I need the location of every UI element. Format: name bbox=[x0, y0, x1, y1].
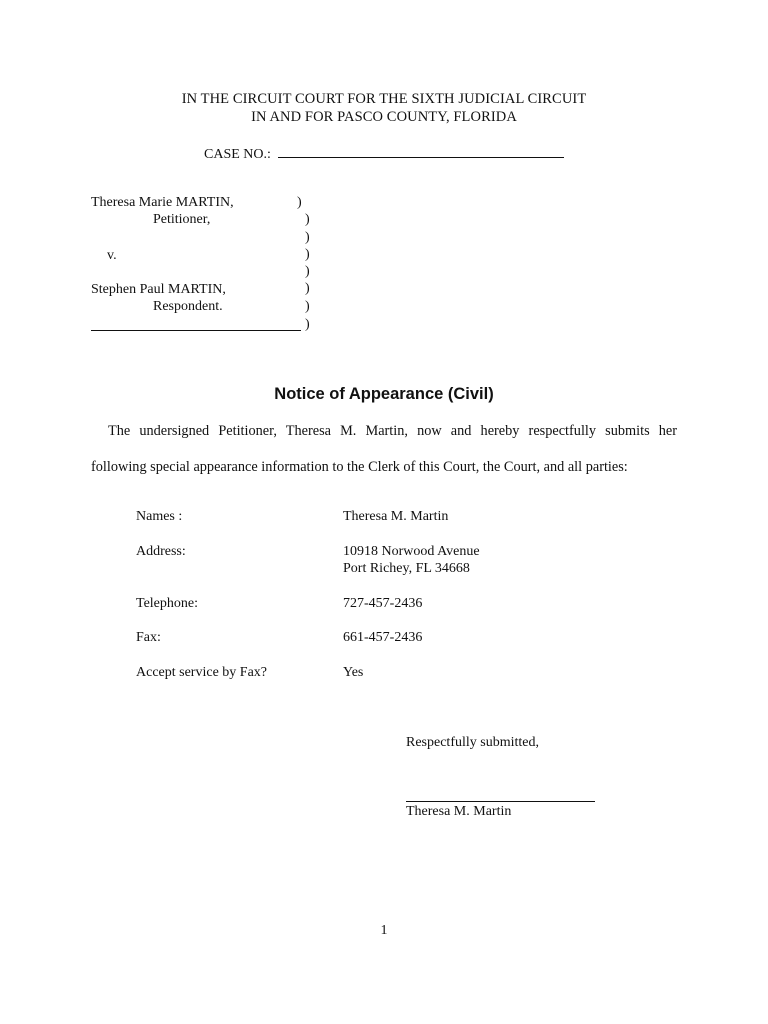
respondent-role: Respondent. bbox=[153, 299, 223, 314]
fax-value: 661-457-2436 bbox=[343, 630, 423, 645]
address-label: Address: bbox=[136, 544, 186, 559]
names-label: Names : bbox=[136, 509, 183, 524]
intro-line1: The undersigned Petitioner, Theresa M. Martin, now and hereby respectfully submits her bbox=[108, 423, 677, 439]
address-line1: 10918 Norwood Avenue bbox=[343, 544, 480, 559]
fax-service-value: Yes bbox=[343, 665, 364, 680]
fax-service-label: Accept service by Fax? bbox=[136, 665, 267, 680]
caption-underline bbox=[91, 330, 301, 331]
document-title: Notice of Appearance (Civil) bbox=[274, 385, 494, 403]
caption-paren: ) bbox=[297, 195, 302, 210]
case-number-label: CASE NO.: bbox=[204, 147, 271, 162]
fax-label: Fax: bbox=[136, 630, 161, 645]
court-heading-line2: IN AND FOR PASCO COUNTY, FLORIDA bbox=[251, 109, 517, 125]
caption-paren: ) bbox=[305, 247, 310, 262]
signature-line bbox=[406, 801, 595, 802]
address-line2: Port Richey, FL 34668 bbox=[343, 561, 470, 576]
telephone-value: 727-457-2436 bbox=[343, 596, 423, 611]
caption-paren: ) bbox=[305, 281, 310, 296]
caption-paren: ) bbox=[305, 299, 310, 314]
case-number-row bbox=[204, 143, 564, 163]
caption-paren: ) bbox=[305, 230, 310, 245]
intro-line2: following special appearance information to the Clerk of this Court, the Court, and all parties: bbox=[91, 459, 628, 475]
court-heading-line1: IN THE CIRCUIT COURT FOR THE SIXTH JUDICIAL CIRCUIT bbox=[181, 91, 587, 107]
caption-paren: ) bbox=[305, 212, 310, 227]
signer-name: Theresa M. Martin bbox=[406, 804, 512, 819]
caption-paren: ) bbox=[305, 317, 310, 332]
page-number: 1 bbox=[380, 923, 388, 938]
respondent-name: Stephen Paul MARTIN, bbox=[91, 282, 226, 297]
case-number-blank bbox=[278, 143, 564, 158]
versus-label: v. bbox=[107, 248, 117, 263]
closing-text: Respectfully submitted, bbox=[406, 735, 539, 750]
telephone-label: Telephone: bbox=[136, 596, 198, 611]
names-value: Theresa M. Martin bbox=[343, 509, 449, 524]
caption-paren: ) bbox=[305, 264, 310, 279]
petitioner-name: Theresa Marie MARTIN, bbox=[91, 195, 234, 210]
petitioner-role: Petitioner, bbox=[153, 212, 211, 227]
